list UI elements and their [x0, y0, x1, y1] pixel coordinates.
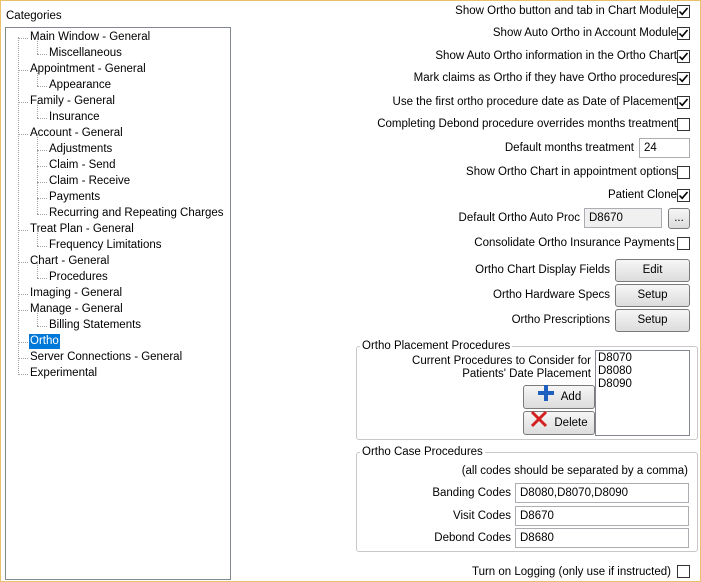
tree-guide-line [37, 70, 38, 86]
tree-item[interactable]: Main Window - General [30, 31, 151, 43]
delete-x-icon [530, 410, 548, 436]
show-ortho-button-checkbox[interactable] [677, 5, 690, 18]
procedure-list-item[interactable]: D8090 [598, 378, 632, 390]
tree-guide-line [37, 118, 47, 119]
banding-codes-input[interactable]: D8080,D8070,D8090 [515, 483, 689, 503]
tree-guide-line [37, 54, 47, 55]
tree-item[interactable]: Chart - General [30, 255, 110, 267]
plus-icon [537, 384, 555, 410]
consolidate-payments-checkbox[interactable] [677, 237, 690, 250]
tree-guide-line [18, 358, 28, 359]
show-auto-ortho-chart-checkbox[interactable] [677, 50, 690, 63]
default-months-input[interactable]: 24 [639, 138, 690, 158]
tree-guide-line [37, 134, 38, 150]
tree-item[interactable]: Ortho [30, 335, 59, 347]
tree-guide-line [37, 326, 47, 327]
default-months-label: Default months treatment [504, 142, 634, 154]
placement-procedures-list[interactable] [595, 350, 690, 436]
show-ortho-chart-appt-checkbox[interactable] [677, 166, 690, 179]
show-ortho-chart-appt-label: Show Ortho Chart in appointment options [466, 166, 677, 178]
turn-on-logging-label: Turn on Logging (only use if instructed) [471, 566, 671, 578]
tree-guide-line [37, 198, 47, 199]
tree-guide-line [18, 102, 28, 103]
procedure-list-item[interactable]: D8080 [598, 365, 632, 377]
tree-guide-line [37, 278, 47, 279]
placement-caption-line2: Patients' Date Placement [462, 368, 591, 380]
setup-hardware-specs-button[interactable]: Setup [615, 284, 690, 307]
tree-guide-line [37, 214, 47, 215]
debond-overrides-checkbox[interactable] [677, 118, 690, 131]
checkmark-icon [678, 97, 689, 108]
use-first-date-label: Use the first ortho procedure date as Date of Placement [392, 96, 677, 108]
checkmark-icon [678, 28, 689, 39]
tree-guide-line [37, 262, 38, 278]
debond-codes-label: Debond Codes [434, 532, 511, 544]
checkmark-icon [678, 190, 689, 201]
patient-clone-checkbox[interactable] [677, 189, 690, 202]
tree-guide-line [18, 342, 28, 343]
placement-group-title: Ortho Placement Procedures [362, 340, 511, 352]
default-auto-proc-label: Default Ortho Auto Proc [458, 212, 580, 224]
setup-prescriptions-button[interactable]: Setup [615, 309, 690, 332]
tree-guide-line [18, 70, 28, 71]
consolidate-payments-label: Consolidate Ortho Insurance Payments [474, 237, 675, 249]
tree-item[interactable]: Adjustments [49, 143, 113, 155]
tree-guide-line [37, 86, 47, 87]
tree-item[interactable]: Procedures [49, 271, 108, 283]
tree-guide-line [37, 166, 38, 182]
tree-guide-line [18, 374, 28, 375]
tree-guide-line [37, 38, 38, 54]
tree-guide-line [18, 38, 28, 39]
debond-codes-input[interactable]: D8680 [515, 528, 689, 548]
tree-guide-line [18, 37, 19, 373]
tree-item[interactable]: Account - General [30, 127, 123, 139]
browse-auto-proc-button[interactable]: ... [668, 208, 690, 229]
visit-codes-input[interactable]: D8670 [515, 506, 689, 526]
tree-item[interactable]: Appearance [49, 79, 112, 91]
tree-item[interactable]: Insurance [49, 111, 100, 123]
visit-codes-label: Visit Codes [453, 510, 511, 522]
chart-display-fields-label: Ortho Chart Display Fields [475, 264, 610, 276]
checkmark-icon [678, 51, 689, 62]
show-auto-ortho-account-checkbox[interactable] [677, 27, 690, 40]
tree-item[interactable]: Family - General [30, 95, 115, 107]
tree-guide-line [37, 150, 38, 166]
tree-item[interactable]: Manage - General [30, 303, 123, 315]
tree-item[interactable]: Claim - Send [49, 159, 116, 171]
checkmark-icon [678, 73, 689, 84]
case-group-title: Ortho Case Procedures [362, 446, 483, 458]
tree-item[interactable]: Claim - Receive [49, 175, 131, 187]
show-auto-ortho-account-label: Show Auto Ortho in Account Module [492, 27, 677, 39]
turn-on-logging-checkbox[interactable] [677, 565, 690, 578]
tree-guide-line [37, 182, 47, 183]
tree-item[interactable]: Server Connections - General [30, 351, 183, 363]
tree-guide-line [37, 150, 47, 151]
banding-codes-label: Banding Codes [432, 487, 511, 499]
use-first-date-checkbox[interactable] [677, 96, 690, 109]
mark-claims-checkbox[interactable] [677, 72, 690, 85]
tree-guide-line [37, 310, 38, 326]
tree-guide-line [37, 102, 38, 118]
tree-item[interactable]: Treat Plan - General [30, 223, 134, 235]
tree-guide-line [37, 182, 38, 198]
tree-guide-line [18, 262, 28, 263]
mark-claims-label: Mark claims as Ortho if they have Ortho procedures [413, 72, 677, 84]
tree-item[interactable]: Payments [49, 191, 101, 203]
tree-guide-line [18, 134, 28, 135]
delete-label: Delete [554, 416, 588, 429]
show-auto-ortho-chart-label: Show Auto Ortho information in the Ortho Chart [435, 50, 677, 62]
tree-guide-line [18, 294, 28, 295]
add-procedure-button[interactable] [523, 385, 595, 409]
prescriptions-label: Ortho Prescriptions [511, 314, 610, 326]
procedure-list-item[interactable]: D8070 [598, 352, 632, 364]
checkmark-icon [678, 6, 689, 17]
default-auto-proc-input[interactable]: D8670 [584, 208, 662, 228]
tree-guide-line [18, 230, 28, 231]
add-label: Add [560, 390, 582, 403]
patient-clone-label: Patient Clone [607, 189, 677, 201]
tree-guide-line [37, 246, 47, 247]
tree-item[interactable]: Billing Statements [49, 319, 142, 331]
tree-item[interactable]: Appointment - General [30, 63, 146, 75]
debond-overrides-label: Completing Debond procedure overrides months treatment [377, 118, 677, 130]
tree-guide-line [37, 166, 47, 167]
case-note: (all codes should be separated by a comma) [461, 465, 688, 477]
tree-item[interactable]: Imaging - General [30, 287, 123, 299]
delete-procedure-button[interactable] [523, 411, 595, 435]
categories-tree[interactable] [5, 27, 231, 580]
edit-display-fields-button[interactable]: Edit [615, 259, 690, 282]
tree-item[interactable]: Frequency Limitations [49, 239, 162, 251]
tree-guide-line [18, 310, 28, 311]
placement-caption-line1: Current Procedures to Consider for [412, 355, 591, 367]
tree-guide-line [37, 198, 38, 214]
tree-item[interactable]: Experimental [30, 367, 98, 379]
show-ortho-button-label: Show Ortho button and tab in Chart Module [455, 5, 677, 17]
tree-item[interactable]: Recurring and Repeating Charges [49, 207, 224, 219]
hardware-specs-label: Ortho Hardware Specs [493, 289, 610, 301]
tree-guide-line [37, 230, 38, 246]
categories-label: Categories [6, 10, 62, 22]
tree-item[interactable]: Miscellaneous [49, 47, 122, 59]
